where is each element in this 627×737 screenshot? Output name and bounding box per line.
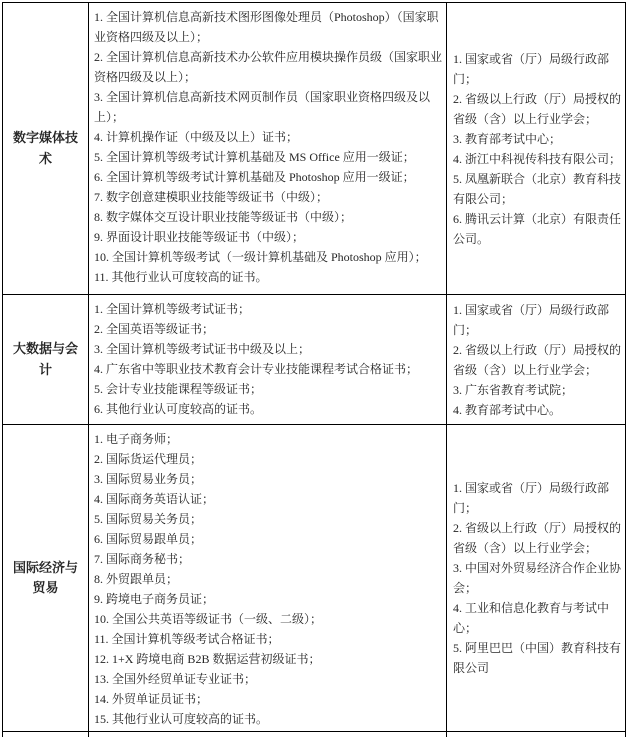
certificates-cell xyxy=(89,295,447,425)
list-item: 8. 数字媒体交互设计职业技能等级证书（中级）； xyxy=(94,210,353,224)
major-label: 国际经济与贸易 xyxy=(12,559,78,595)
certificate-list xyxy=(94,7,442,287)
list-item: 9. 界面设计职业技能等级证书（中级）； xyxy=(94,230,305,244)
list-item: 7. 国际商务秘书； xyxy=(94,552,191,566)
list-item: 3. 国际贸易业务员； xyxy=(94,472,203,486)
major-cell xyxy=(3,3,89,295)
stub-cell xyxy=(89,732,447,737)
certificate-list xyxy=(94,429,442,729)
issuers-cell xyxy=(447,3,626,295)
list-item: 4. 计算机操作证（中级及以上）证书； xyxy=(94,130,299,144)
issuers-cell xyxy=(447,425,626,732)
table-row-clipped xyxy=(3,732,626,737)
list-item: 3. 全国计算机信息高新技术网页制作员（国家职业资格四级及以上）； xyxy=(94,90,431,124)
stub-cell xyxy=(447,732,626,737)
list-item: 5. 会计专业技能课程等级证书； xyxy=(94,382,263,396)
list-item: 11. 其他行业认可度较高的证书。 xyxy=(94,270,268,284)
list-item: 8. 外贸跟单员； xyxy=(94,572,179,586)
list-item: 12. 1+X 跨境电商 B2B 数据运营初级证书； xyxy=(94,652,321,666)
list-item: 2. 省级以上行政（厅）局授权的省级（含）以上行业学会； xyxy=(453,342,622,377)
issuer-list xyxy=(453,478,621,678)
list-item: 1. 全国计算机信息高新技术图形图像处理员（Photoshop）（国家职业资格四级及以上）； xyxy=(94,10,439,44)
certificate-table xyxy=(2,2,626,737)
list-item: 2. 国际货运代理员； xyxy=(94,452,203,466)
list-item: 6. 其他行业认可度较高的证书。 xyxy=(94,402,263,416)
list-item: 9. 跨境电子商务员证； xyxy=(94,592,215,606)
list-item: 3. 广东省教育考试院； xyxy=(453,382,574,397)
issuer-list xyxy=(453,49,621,249)
list-item: 6. 腾讯云计算（北京）有限责任公司。 xyxy=(453,211,622,246)
certificate-table-body xyxy=(3,3,626,737)
list-item: 1. 国家或省（厅）局级行政部门； xyxy=(453,481,610,515)
list-item: 6. 国际贸易跟单员； xyxy=(94,532,203,546)
list-item: 4. 广东省中等职业技术教育会计专业技能课程考试合格证书； xyxy=(94,362,419,376)
list-item: 4. 国际商务英语认证； xyxy=(94,492,215,506)
list-item: 3. 教育部考试中心； xyxy=(453,131,562,146)
major-cell xyxy=(3,295,89,425)
table-row-big-data-accounting xyxy=(3,295,626,425)
list-item: 1. 电子商务师； xyxy=(94,432,179,446)
list-item: 1. 国家或省（厅）局级行政部门； xyxy=(453,302,610,337)
list-item: 5. 凤凰新联合（北京）教育科技有限公司； xyxy=(453,171,622,206)
major-label: 大数据与会计 xyxy=(12,341,78,377)
list-item: 1. 国家或省（厅）局级行政部门； xyxy=(453,51,610,86)
list-item: 3. 全国计算机等级考试证书中级及以上； xyxy=(94,342,311,356)
list-item: 5. 阿里巴巴（中国）教育科技有限公司 xyxy=(453,641,622,675)
table-row-digital-media xyxy=(3,3,626,295)
list-item: 10. 全国公共英语等级证书（一级、二级）； xyxy=(94,612,323,626)
list-item: 4. 浙江中科视传科技有限公司； xyxy=(453,151,622,166)
certificates-cell xyxy=(89,3,447,295)
list-item: 15. 其他行业认可度较高的证书。 xyxy=(94,712,269,726)
list-item: 2. 全国计算机信息高新技术办公软件应用模块操作员级（国家职业资格四级及以上）； xyxy=(94,50,443,84)
list-item: 3. 中国对外贸易经济合作企业协会； xyxy=(453,561,622,595)
list-item: 14. 外贸单证员证书； xyxy=(94,692,209,706)
certificate-list xyxy=(94,299,442,419)
list-item: 7. 数字创意建模职业技能等级证书（中级）； xyxy=(94,190,329,204)
list-item: 11. 全国计算机等级考试合格证书； xyxy=(94,632,280,646)
list-item: 4. 工业和信息化教育与考试中心； xyxy=(453,601,610,635)
stub-cell xyxy=(3,732,89,737)
list-item: 2. 省级以上行政（厅）局授权的省级（含）以上行业学会； xyxy=(453,91,622,126)
major-cell xyxy=(3,425,89,732)
list-item: 2. 全国英语等级证书； xyxy=(94,322,215,336)
certificates-cell xyxy=(89,425,447,732)
major-label: 数字媒体技术 xyxy=(12,130,78,166)
list-item: 13. 全国外经贸单证专业证书； xyxy=(94,672,257,686)
list-item: 2. 省级以上行政（厅）局授权的省级（含）以上行业学会； xyxy=(453,521,622,555)
issuers-cell xyxy=(447,295,626,425)
list-item: 5. 全国计算机等级考试计算机基础及 MS Office 应用一级证； xyxy=(94,150,415,164)
list-item: 4. 教育部考试中心。 xyxy=(453,402,562,417)
issuer-list xyxy=(453,300,621,420)
list-item: 5. 国际贸易关务员； xyxy=(94,512,203,526)
list-item: 6. 全国计算机等级考试计算机基础及 Photoshop 应用一级证； xyxy=(94,170,415,184)
list-item: 1. 全国计算机等级考试证书； xyxy=(94,302,251,316)
table-row-intl-economics-trade xyxy=(3,425,626,732)
list-item: 10. 全国计算机等级考试（一级计算机基础及 Photoshop 应用）； xyxy=(94,250,427,264)
